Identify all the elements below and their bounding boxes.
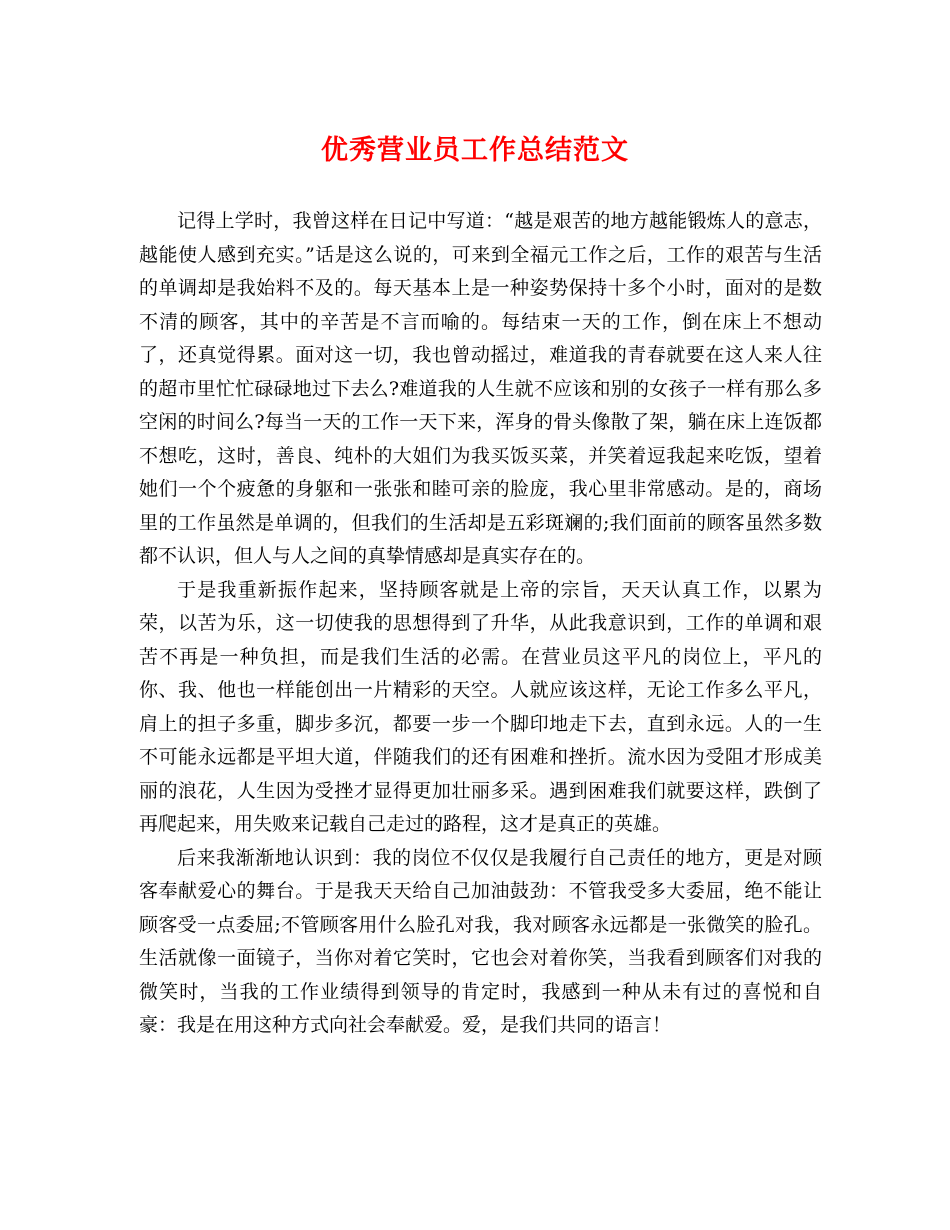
document-body — [139, 205, 822, 1043]
document-title: 优秀营业员工作总结范文 — [321, 135, 629, 166]
paragraph: 于是我重新振作起来，坚持顾客就是上帝的宗旨，天天认真工作，以累为荣，以苦为乐，这一切使我的思想得到了升华，从此我意识到，工作的单调和艰苦不再是一种负担，而是我们生活的必需。在营业员这平凡的岗位上，平凡的你、我、他也一样能创出一片精彩的天空。人就应该这样，无论工作多么平凡，肩上的担子多重，脚步多沉，都要一步一个脚印地走下去，直到永远。人的一生不可能永远都是平坦大道，伴随我们的还有困难和挫折。流水因为受阻才形成美丽的浪花，人生因为受挫才显得更加壮丽多采。遇到困难我们就要这样，跌倒了再爬起来，用失败来记载自己走过的路程，这才是真正的英雄。 — [139, 578, 822, 835]
paragraph: 记得上学时，我曾这样在日记中写道：“越是艰苦的地方越能锻炼人的意志，越能使人感到充实。”话是这么说的，可来到全福元工作之后，工作的艰苦与生活的单调却是我始料不及的。每天基本上是一种姿势保持十多个小时，面对的是数不清的顾客，其中的辛苦是不言而喻的。每结束一天的工作，倒在床上不想动了，还真觉得累。面对这一切，我也曾动摇过，难道我的青春就要在这人来人往的超市里忙忙碌碌地过下去么?难道我的人生就不应该和别的女孩子一样有那么多空闲的时间么?每当一天的工作一天下来，浑身的骨头像散了架，躺在床上连饭都不想吃，这时，善良、纯朴的大姐们为我买饭买菜，并笑着逗我起来吃饭，望着她们一个个疲惫的身躯和一张张和睦可亲的脸庞，我心里非常感动。是的，商场里的工作虽然是单调的，但我们的生活却是五彩斑斓的;我们面前的顾客虽然多数都不认识，但人与人之间的真挚情感却是真实存在的。 — [139, 210, 822, 567]
paragraph: 后来我渐渐地认识到：我的岗位不仅仅是我履行自己责任的地方，更是对顾客奉献爱心的舞台。于是我天天给自己加油鼓劲：不管我受多大委屈，绝不能让顾客受一点委屈;不管顾客用什么脸孔对我，我对顾客永远都是一张微笑的脸孔。生活就像一面镜子，当你对着它笑时，它也会对着你笑，当我看到顾客们对我的微笑时，当我的工作业绩得到领导的肯定时，我感到一种从未有过的喜悦和自豪：我是在用这种方式向社会奉献爱。爱，是我们共同的语言！ — [139, 846, 822, 1036]
